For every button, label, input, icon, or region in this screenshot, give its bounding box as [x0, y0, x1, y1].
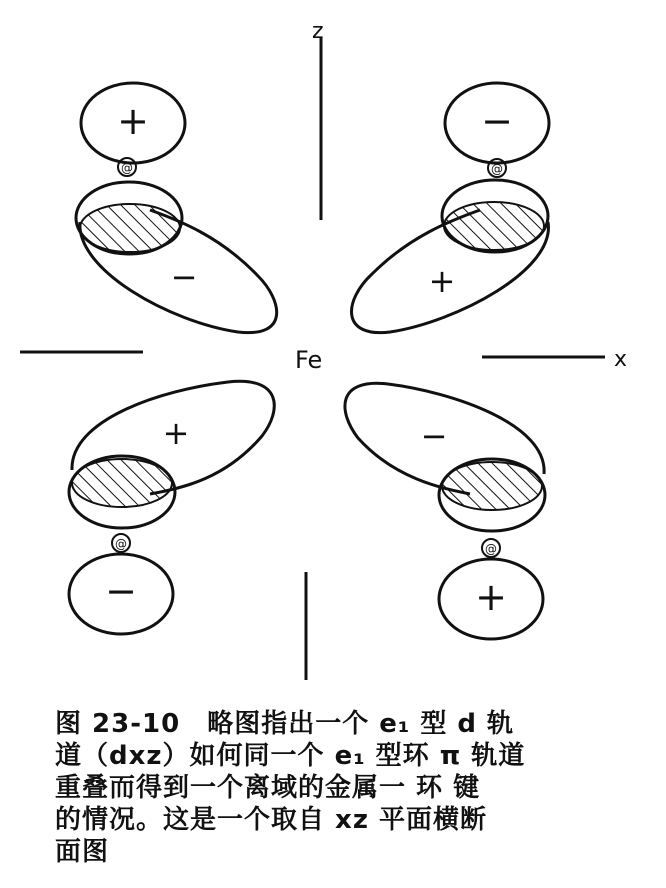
- lower-right-lobe-group: [345, 383, 545, 639]
- caption-line-1: 图 23-10 略图指出一个 e₁ 型 d 轨: [55, 709, 515, 739]
- ring-atom-symbol-upper-left: @: [121, 161, 133, 175]
- caption-line-2: 道（dxz）如何同一个 e₁ 型环 π 轨道: [55, 741, 526, 771]
- lower-left-lobe-group: [69, 381, 274, 634]
- caption-line-3: 重叠而得到一个离域的金属一 环 键: [55, 773, 481, 803]
- figure-caption: [55, 708, 635, 868]
- overlap-hatch-lower-left: [72, 459, 172, 507]
- d-lobe-sign-upper-left: −: [170, 258, 198, 296]
- ring-atom-symbol-upper-right: @: [491, 162, 503, 176]
- fe-atom-label: Fe: [295, 346, 323, 374]
- overlap-hatch-upper-right: [444, 202, 544, 250]
- d-lobe-sign-lower-right: −: [420, 417, 448, 455]
- overlap-hatch-upper-left: [80, 204, 180, 252]
- d-lobe-sign-lower-left: +: [162, 414, 190, 452]
- caption-line-4: 的情况。这是一个取自 xz 平面横断: [55, 805, 488, 835]
- d-lobe-sign-upper-right: +: [428, 262, 456, 300]
- ring-atom-symbol-lower-right: @: [485, 542, 497, 556]
- ring-sign-upper-right: −: [481, 99, 513, 143]
- upper-right-lobe-group: [352, 83, 549, 333]
- z-axis-label: z: [312, 19, 324, 44]
- caption-line-5: 面图: [55, 837, 110, 867]
- ring-atom-symbol-lower-left: @: [115, 537, 127, 551]
- upper-left-lobe-group: [76, 83, 277, 333]
- ring-sign-lower-right: +: [475, 575, 507, 619]
- ring-sign-lower-left: −: [105, 569, 137, 613]
- x-axis-label: x: [614, 347, 628, 372]
- overlap-hatch-lower-right: [442, 462, 542, 510]
- ring-sign-upper-left: +: [117, 99, 149, 143]
